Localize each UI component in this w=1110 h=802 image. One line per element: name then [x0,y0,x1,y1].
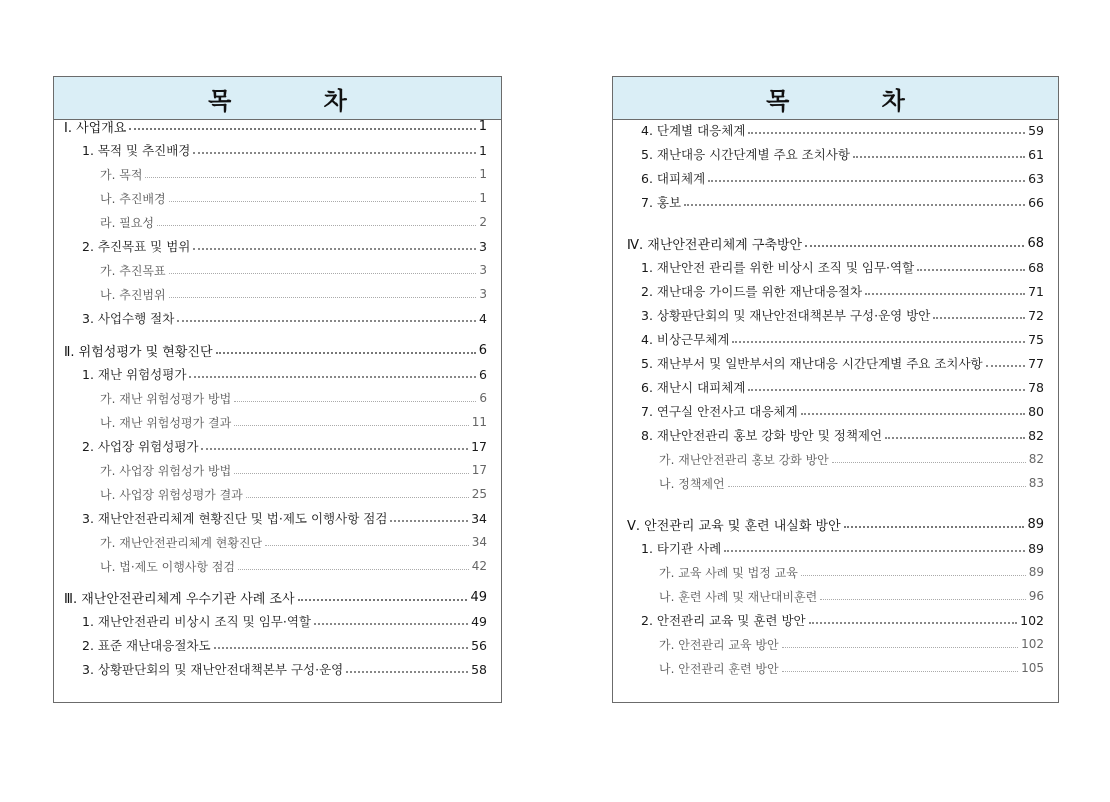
dot-leader [169,273,477,274]
dot-leader [801,575,1026,576]
toc-entry-label: 가. 재난안전관리 홍보 강화 방안 [659,452,829,467]
dot-leader [265,545,469,546]
dot-leader [234,425,469,426]
toc-entry-label: Ⅴ. 안전관리 교육 및 훈련 내실화 방안 [627,518,841,534]
toc-entry-page: 3 [479,263,487,277]
toc-entry-label: Ⅱ. 위험성평가 및 현황진단 [64,344,213,360]
toc-entry[interactable] [613,375,1058,399]
dot-leader [234,473,469,474]
toc-entry-page: 42 [471,559,487,573]
toc-entry[interactable] [613,632,1058,656]
toc-entry-label: 6. 대피체계 [641,171,706,186]
toc-entry-label: 5. 재난대응 시간단계별 주요 조치사항 [641,147,850,162]
dot-leader [201,448,468,450]
toc-entry-label: 가. 목적 [100,167,143,182]
toc-entry-label: 2. 재난대응 가이드를 위한 재난대응절차 [641,284,863,299]
toc-entry[interactable] [54,458,501,482]
dot-leader [390,520,468,522]
toc-entry-label: 1. 재난안전관리 비상시 조직 및 임무·역할 [82,614,311,629]
toc-entry-label: 3. 상황판단회의 및 재난안전대책본부 구성·운영 [82,662,344,677]
toc-entry-page: 49 [471,613,487,629]
toc-entry[interactable] [54,114,501,138]
dot-leader [314,623,468,625]
dot-leader [169,201,477,202]
toc-entry-page: 82 [1028,427,1044,443]
dot-leader [157,225,476,226]
toc-entry-page: 58 [471,661,487,677]
toc-entry-page: 6 [479,391,487,405]
dot-leader [885,437,1025,439]
toc-entry[interactable] [54,186,501,210]
toc-entry-label: 6. 재난시 대피체계 [641,380,746,395]
toc-entry-label: 나. 추진배경 [100,191,166,206]
toc-entry[interactable] [54,609,501,633]
toc-entry[interactable] [54,554,501,578]
toc-panel-right [612,76,1059,703]
dot-leader [346,671,468,673]
dot-leader [986,365,1025,367]
toc-entry-label: 7. 홍보 [641,195,682,210]
toc-entry[interactable] [54,585,501,609]
toc-entry[interactable] [54,306,501,330]
toc-entry-page: 17 [471,463,487,477]
dot-leader [169,297,477,298]
toc-entry-page: 34 [471,535,487,549]
toc-entry-label: 가. 추진목표 [100,263,166,278]
toc-entry-label: 2. 안전관리 교육 및 훈련 방안 [641,613,806,628]
dot-leader [728,486,1026,487]
toc-entry-page: 89 [1028,540,1044,556]
toc-entry-label: 가. 재난안전관리체계 현황진단 [100,535,263,550]
toc-entry[interactable] [54,362,501,386]
toc-entry-page: 6 [478,342,487,358]
dot-leader [865,293,1025,295]
toc-entry[interactable] [613,447,1058,471]
toc-entry[interactable] [613,351,1058,375]
toc-entry-page: 75 [1028,331,1044,347]
toc-entry-page: 63 [1028,170,1044,186]
toc-entry-label: 나. 재난 위험성평가 결과 [100,415,232,430]
dot-leader [801,413,1025,415]
toc-entry[interactable] [613,255,1058,279]
toc-entry-label: Ⅲ. 재난안전관리체계 우수기관 사례 조사 [64,591,295,607]
toc-entry-page: 61 [1028,146,1044,162]
toc-entry[interactable] [613,190,1058,214]
toc-entry[interactable] [54,234,501,258]
dot-leader [832,462,1026,463]
dot-leader [809,622,1018,624]
dot-leader [782,647,1019,648]
toc-entry[interactable] [54,258,501,282]
toc-entry-page: 96 [1028,589,1044,603]
toc-entry-label: 나. 훈련 사례 및 재난대비훈련 [659,589,818,604]
toc-entry-label: 나. 추진범위 [100,287,166,302]
toc-entry-page: 59 [1028,122,1044,138]
toc-entry-page: 78 [1028,379,1044,395]
dot-leader [145,177,476,178]
toc-entry-page: 66 [1028,194,1044,210]
toc-entry-label: 2. 표준 재난대응절차도 [82,638,211,653]
dot-leader [246,497,469,498]
toc-entry-label: 4. 단계별 대응체계 [641,123,746,138]
dot-leader [177,320,476,322]
toc-entry-label: 가. 안전관리 교육 방안 [659,637,779,652]
toc-entry[interactable] [54,162,501,186]
toc-entry-page: 102 [1020,612,1044,628]
toc-entry-page: 71 [1028,283,1044,299]
toc-entry[interactable] [613,512,1058,536]
toc-entry-page: 1 [479,142,487,158]
toc-entry-page: 1 [479,167,487,181]
dot-leader [214,647,469,649]
toc-entry[interactable] [613,656,1058,680]
toc-entry[interactable] [613,608,1058,632]
toc-entry-page: 68 [1027,235,1044,251]
dot-leader [748,132,1025,134]
toc-entry-page: 77 [1028,355,1044,371]
toc-entry-label: 3. 재난안전관리체계 현황진단 및 법·제도 이행사항 점검 [82,511,388,526]
toc-entry-label: 가. 교육 사례 및 법정 교육 [659,565,798,580]
dot-leader [684,204,1025,206]
toc-entry-page: 105 [1021,661,1044,675]
toc-title: 목 차 [613,77,1058,120]
dot-leader [238,569,469,570]
toc-entry[interactable] [54,138,501,162]
toc-entry[interactable] [613,584,1058,608]
toc-entry-label: 나. 안전관리 훈련 방안 [659,661,779,676]
toc-entry[interactable] [613,231,1058,255]
toc-entry-page: 3 [479,287,487,301]
toc-entry[interactable] [54,657,501,681]
toc-entry[interactable] [613,327,1058,351]
toc-entry-page: 34 [471,510,487,526]
toc-entry[interactable] [54,530,501,554]
dot-leader [917,269,1025,271]
dot-leader [193,248,476,250]
dot-leader [805,245,1024,247]
toc-entry-label: 1. 타기관 사례 [641,541,722,556]
toc-entry-label: 4. 비상근무체계 [641,332,730,347]
toc-entry[interactable] [613,536,1058,560]
dot-leader [234,401,476,402]
toc-entry[interactable] [613,560,1058,584]
dot-leader [933,317,1025,319]
toc-panel-left [53,76,502,703]
toc-entry[interactable] [54,386,501,410]
toc-entry-page: 17 [471,438,487,454]
toc-entry-label: Ⅳ. 재난안전관리체계 구축방안 [627,237,803,253]
toc-title: 목 차 [54,77,501,120]
toc-entry-label: 3. 사업수행 절차 [82,311,175,326]
toc-entry[interactable] [54,506,501,530]
toc-entry[interactable] [613,279,1058,303]
dot-leader [820,599,1026,600]
toc-entry-page: 2 [479,215,487,229]
dot-leader [193,152,476,154]
toc-entry-page: 4 [479,310,487,326]
toc-entry-page: 6 [479,366,487,382]
toc-entry[interactable] [54,210,501,234]
toc-entry-label: 나. 법·제도 이행사항 점검 [100,559,235,574]
toc-entry-label: 1. 목적 및 추진배경 [82,143,191,158]
toc-entry-label: 2. 추진목표 및 범위 [82,239,191,254]
toc-entry-page: 3 [479,238,487,254]
toc-entry[interactable] [54,282,501,306]
toc-entry-page: 89 [1027,516,1044,532]
toc-entry-label: 7. 연구실 안전사고 대응체계 [641,404,798,419]
toc-entry-page: 1 [478,118,487,134]
toc-entry-label: 가. 사업장 위험성가 방법 [100,463,232,478]
dot-leader [782,671,1019,672]
dot-leader [853,156,1025,158]
dot-leader [189,376,476,378]
toc-entry-page: 68 [1028,259,1044,275]
toc-entry-page: 25 [471,487,487,501]
toc-entry-label: 8. 재난안전관리 홍보 강화 방안 및 정책제언 [641,428,883,443]
toc-entry-page: 1 [479,191,487,205]
toc-entry[interactable] [613,142,1058,166]
toc-entry-label: Ⅰ. 사업개요 [64,120,127,136]
toc-entry[interactable] [613,166,1058,190]
toc-entry-label: 라. 필요성 [100,215,154,230]
toc-entry-page: 72 [1028,307,1044,323]
dot-leader [844,526,1025,528]
toc-entry-page: 11 [471,415,487,429]
dot-leader [732,341,1025,343]
toc-entry[interactable] [613,423,1058,447]
toc-entry-label: 1. 재난안전 관리를 위한 비상시 조직 및 임무·역할 [641,260,915,275]
toc-entry-page: 83 [1028,476,1044,490]
toc-entry[interactable] [54,482,501,506]
toc-entry[interactable] [613,303,1058,327]
toc-entry[interactable] [613,118,1058,142]
dot-leader [129,128,475,130]
toc-entry[interactable] [613,471,1058,495]
toc-entry-page: 49 [470,589,487,605]
dot-leader [708,180,1025,182]
toc-entry-page: 80 [1028,403,1044,419]
toc-entry-label: 나. 사업장 위험성평가 결과 [100,487,243,502]
toc-entry-label: 1. 재난 위험성평가 [82,367,187,382]
toc-entry[interactable] [54,410,501,434]
toc-entry[interactable] [54,633,501,657]
dot-leader [748,389,1025,391]
toc-entry-label: 가. 재난 위험성평가 방법 [100,391,232,406]
toc-entry[interactable] [54,338,501,362]
toc-entry-label: 3. 상황판단회의 및 재난안전대책본부 구성·운영 방안 [641,308,931,323]
toc-entry-page: 82 [1028,452,1044,466]
toc-entry-page: 56 [471,637,487,653]
toc-entry-page: 89 [1028,565,1044,579]
toc-entry-label: 2. 사업장 위험성평가 [82,439,199,454]
toc-entry-label: 5. 재난부서 및 일반부서의 재난대응 시간단계별 주요 조치사항 [641,356,983,371]
toc-entry[interactable] [613,399,1058,423]
dot-leader [216,352,476,354]
toc-entry-label: 나. 정책제언 [659,476,725,491]
dot-leader [298,599,468,601]
toc-entry[interactable] [54,434,501,458]
toc-entry-page: 102 [1021,637,1044,651]
dot-leader [724,550,1025,552]
